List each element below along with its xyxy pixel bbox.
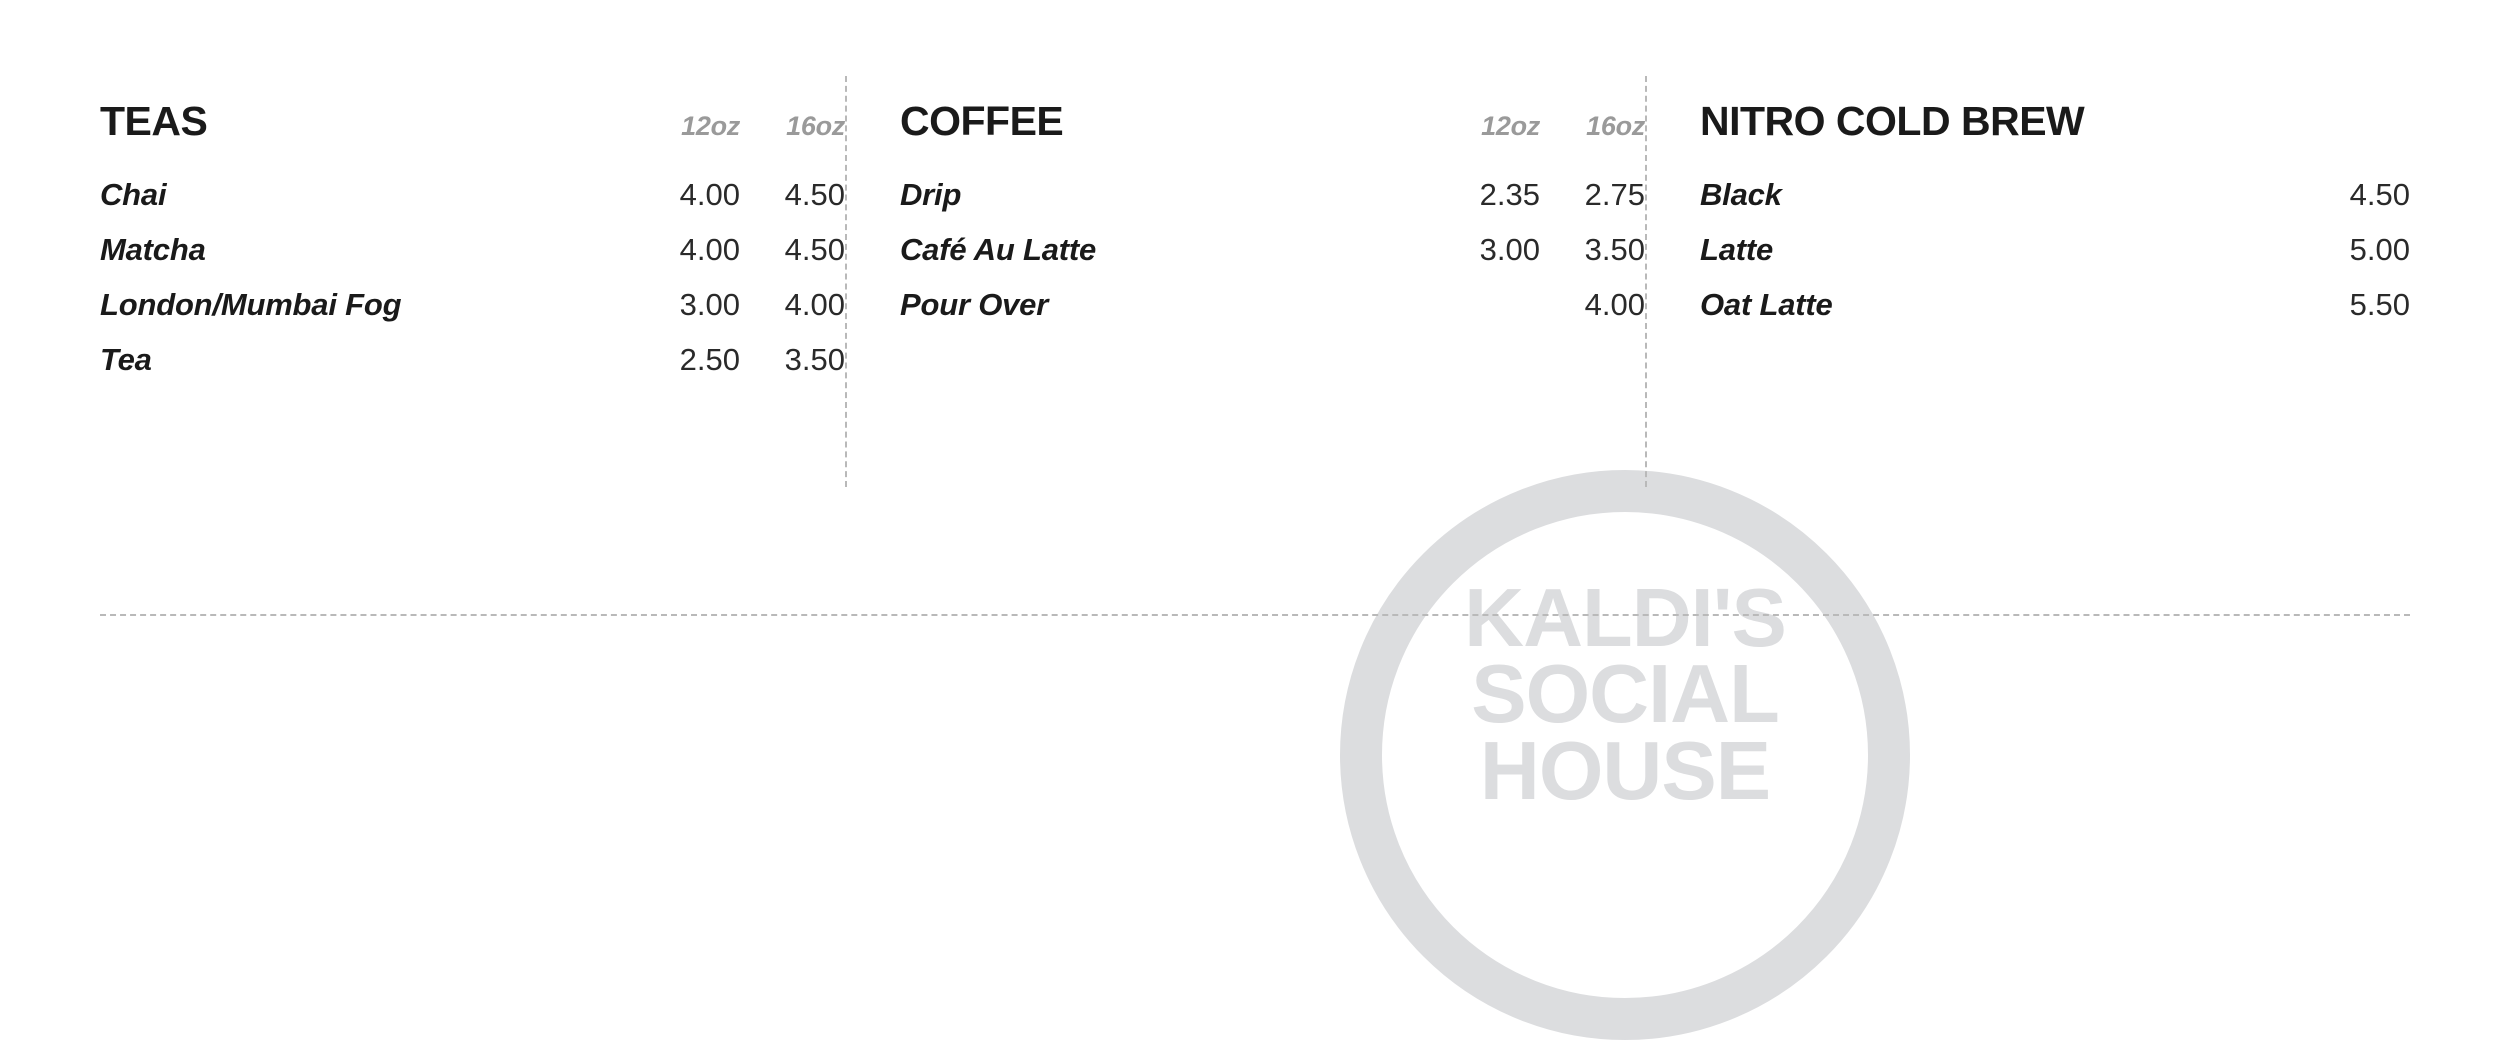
size-headers-teas (635, 111, 845, 142)
item-price-12oz: 2.35 (1479, 177, 1540, 212)
section-header-nitro (1700, 98, 2410, 145)
size-header-16oz: 16oz (1586, 111, 1645, 141)
item-name: Café Au Latte (900, 232, 1097, 267)
item-price-16oz: 4.50 (784, 177, 845, 212)
size-headers-coffee (1435, 111, 1645, 142)
item-price: 4.50 (2349, 177, 2410, 212)
menu-item (1700, 287, 2410, 342)
item-name: London/Mumbai Fog (100, 287, 402, 322)
watermark-line-1: KALDI'S (1464, 571, 1786, 664)
menu-divider-bottom (100, 614, 2410, 616)
watermark-ring (1340, 470, 1910, 1040)
size-header-16oz: 16oz (786, 111, 845, 141)
item-price: 5.00 (2349, 232, 2410, 267)
item-price-16oz: 3.50 (784, 342, 845, 377)
menu-item (100, 342, 845, 397)
item-price: 5.50 (2349, 287, 2410, 322)
item-price-12oz: 4.00 (679, 177, 740, 212)
menu-section-nitro-cold-brew (1645, 98, 2410, 397)
item-name: Pour Over (900, 287, 1049, 322)
menu-columns (100, 98, 2410, 397)
section-title-nitro-cold-brew: NITRO COLD BREW (1700, 98, 2085, 144)
watermark-line-3: HOUSE (1479, 723, 1771, 817)
item-name: Drip (900, 177, 962, 212)
item-list-coffee (900, 177, 1645, 342)
menu-item (100, 287, 845, 342)
item-price-16oz: 4.00 (784, 287, 845, 322)
menu-item (900, 177, 1645, 232)
item-price-16oz: 4.50 (784, 232, 845, 267)
item-name: Chai (100, 177, 167, 212)
item-price-16oz: 3.50 (1584, 232, 1645, 267)
section-header-coffee (900, 98, 1645, 145)
menu-section-coffee (845, 98, 1645, 397)
item-price-12oz: 4.00 (679, 232, 740, 267)
item-name: Latte (1700, 232, 1774, 267)
item-list-nitro (1700, 177, 2410, 342)
menu-section-teas (100, 98, 845, 397)
menu-item (900, 232, 1645, 287)
item-name: Tea (100, 342, 152, 377)
item-list-teas (100, 177, 845, 397)
menu-item (1700, 232, 2410, 287)
section-title-coffee: COFFEE (900, 98, 1064, 144)
size-header-12oz: 12oz (1481, 111, 1540, 141)
item-price-16oz: 2.75 (1584, 177, 1645, 212)
menu-item (900, 287, 1645, 342)
menu-item (100, 177, 845, 232)
item-price-12oz: 3.00 (1479, 232, 1540, 267)
kaldis-social-house-watermark (1340, 470, 1910, 1040)
size-header-12oz: 12oz (681, 111, 740, 141)
menu-item (1700, 177, 2410, 232)
watermark-line-2: SOCIAL (1471, 647, 1779, 741)
item-name: Black (1700, 177, 1782, 212)
item-price-12oz: 2.50 (679, 342, 740, 377)
section-title-teas: TEAS (100, 98, 208, 144)
item-name: Matcha (100, 232, 206, 267)
item-price-16oz: 4.00 (1584, 287, 1645, 322)
item-price-12oz: 3.00 (679, 287, 740, 322)
section-header-teas (100, 98, 845, 145)
menu-item (100, 232, 845, 287)
item-name: Oat Latte (1700, 287, 1833, 322)
